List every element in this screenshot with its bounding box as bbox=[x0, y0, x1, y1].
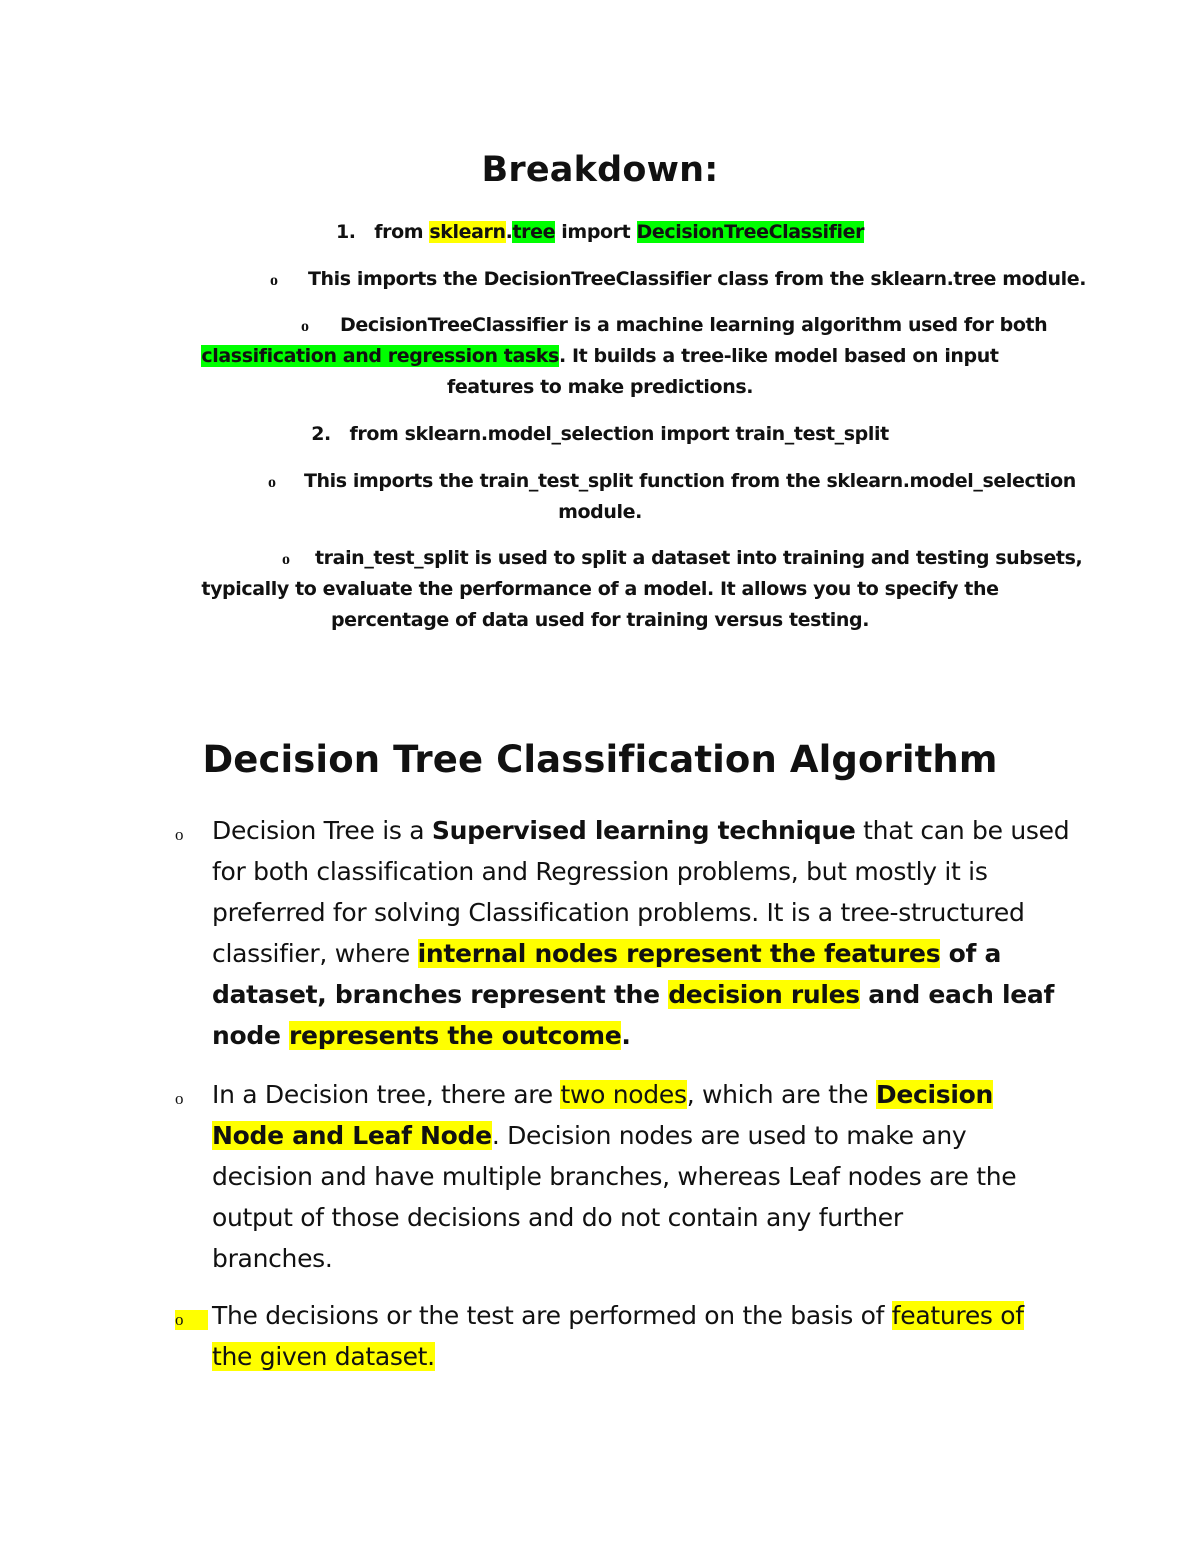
bullet-text-4-line1: train_test_split is used to split a dataset into training and testing subsets, bbox=[315, 547, 1083, 569]
bold-text: Supervised learning technique bbox=[431, 816, 856, 845]
highlight-green: classification and regression tasks bbox=[201, 345, 559, 367]
bullet-icon: o bbox=[175, 825, 184, 844]
bullet-text-1: This imports the DecisionTreeClassifier class from the sklearn.tree module. bbox=[308, 268, 1087, 290]
algorithm-heading: Decision Tree Classification Algorithm bbox=[202, 738, 998, 781]
text-run: that can be used bbox=[855, 816, 1070, 845]
highlight-yellow: features of bbox=[891, 1301, 1024, 1330]
algorithm-paragraph-3 bbox=[212, 1295, 1072, 1377]
highlight-yellow: represents the outcome bbox=[289, 1021, 622, 1050]
list-item-1 bbox=[0, 221, 1200, 243]
highlight-green: tree bbox=[512, 221, 556, 243]
text-run: . It builds a tree-like model based on input bbox=[558, 345, 999, 367]
algorithm-paragraph-2 bbox=[212, 1074, 1072, 1279]
highlight-yellow: decision rules bbox=[668, 980, 860, 1009]
bold-text: node bbox=[212, 1021, 290, 1050]
bullet-text-2-line1: DecisionTreeClassifier is a machine learning algorithm used for both bbox=[340, 314, 1048, 336]
bullet-text-3-line1: This imports the train_test_split function from the sklearn.model_selection bbox=[304, 470, 1076, 492]
text-run: Decision Tree is a bbox=[212, 816, 432, 845]
code-text: import bbox=[555, 221, 637, 243]
bold-text: of a bbox=[940, 939, 1002, 968]
highlight-yellow: sklearn bbox=[429, 221, 506, 243]
bullet-icon: o bbox=[175, 1089, 184, 1108]
bullet-text-3-line2: module. bbox=[558, 501, 642, 523]
list-number: 2. bbox=[311, 423, 331, 445]
bullet-icon: o bbox=[301, 318, 309, 335]
text-line: decision and have multiple branches, whereas Leaf nodes are the bbox=[212, 1162, 1017, 1191]
list-number: 1. bbox=[335, 221, 356, 243]
bullet-icon: o bbox=[282, 551, 290, 568]
text-run: . Decision nodes are used to make any bbox=[491, 1121, 967, 1150]
text-line: output of those decisions and do not contain any further bbox=[212, 1203, 903, 1232]
highlight-yellow: internal nodes represent the features bbox=[417, 939, 941, 968]
text-line: for both classification and Regression problems, but mostly it is bbox=[212, 857, 988, 886]
highlight-yellow: Node and Leaf Node bbox=[212, 1121, 492, 1150]
list-item-2 bbox=[0, 423, 1200, 445]
highlight-yellow: Decision bbox=[875, 1080, 994, 1109]
text-line: branches. bbox=[212, 1244, 333, 1273]
text-run: In a Decision tree, there are bbox=[212, 1080, 561, 1109]
highlight-yellow: two nodes bbox=[560, 1080, 687, 1109]
bold-text: and each leaf bbox=[859, 980, 1055, 1009]
bullet-text-4-line3: percentage of data used for training versus testing. bbox=[330, 609, 870, 631]
bold-text: . bbox=[621, 1021, 631, 1050]
breakdown-heading: Breakdown: bbox=[481, 150, 719, 190]
code-text: from bbox=[374, 221, 430, 243]
algorithm-paragraph-1 bbox=[212, 810, 1072, 1056]
code-text: . bbox=[505, 221, 513, 243]
highlight-green: DecisionTreeClassifier bbox=[636, 221, 865, 243]
bullet-icon: o bbox=[270, 272, 278, 289]
text-run: , which are the bbox=[686, 1080, 876, 1109]
bullet-icon: o bbox=[175, 1310, 208, 1330]
bullet-text-2-line2 bbox=[0, 345, 1200, 367]
highlight-yellow: the given dataset. bbox=[212, 1342, 435, 1371]
text-line: preferred for solving Classification problems. It is a tree-structured bbox=[212, 898, 1025, 927]
bold-text: dataset, branches represent the bbox=[212, 980, 669, 1009]
code-text: from sklearn.model_selection import train_test_split bbox=[349, 423, 889, 445]
text-run: The decisions or the test are performed on the basis of bbox=[212, 1301, 892, 1330]
text-run: classifier, where bbox=[212, 939, 418, 968]
bullet-text-2-line3: features to make predictions. bbox=[446, 376, 754, 398]
bullet-icon: o bbox=[268, 474, 276, 491]
bullet-text-4-line2: typically to evaluate the performance of a model. It allows you to specify the bbox=[201, 578, 999, 600]
